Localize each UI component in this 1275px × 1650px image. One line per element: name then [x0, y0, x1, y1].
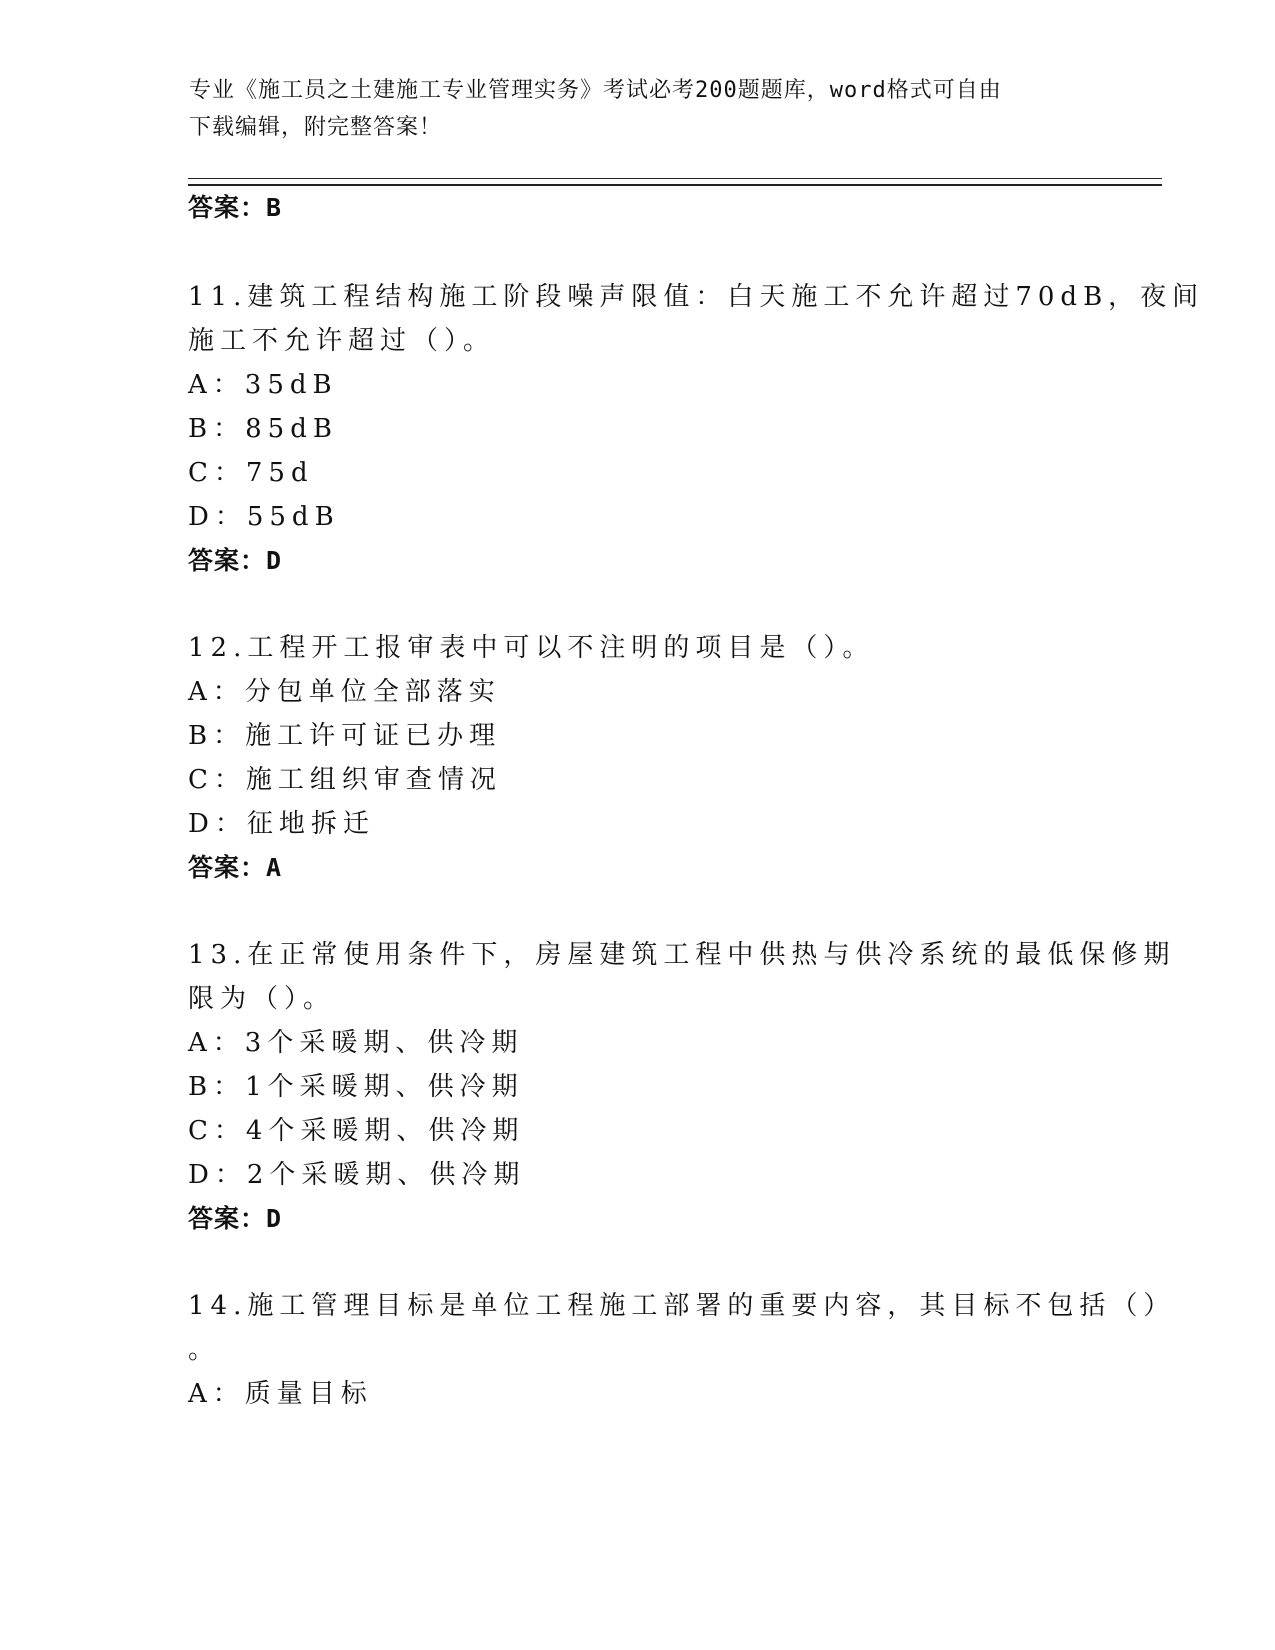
question-12-option-b: B：施工许可证已办理 [188, 721, 502, 751]
question-12-option-d: D：征地拆迁 [188, 809, 375, 839]
question-13-option-b: B：1个采暖期、供冷期 [188, 1072, 524, 1102]
question-12-option-a: A：分包单位全部落实 [188, 677, 501, 707]
header-title-line-2: 下载编辑，附完整答案！ [189, 115, 443, 140]
question-11-text-line-2: 施工不允许超过（）。 [188, 326, 496, 356]
question-11-option-a: A：35dB [188, 370, 338, 400]
answer-q11: 答案：D [188, 546, 283, 575]
answer-q12: 答案：A [188, 853, 283, 882]
question-13-text-line-1: 13.在正常使用条件下，房屋建筑工程中供热与供冷系统的最低保修期 [188, 940, 1176, 970]
question-12-text-line-1: 12.工程开工报审表中可以不注明的项目是（）。 [188, 633, 875, 663]
answer-q10: 答案：B [188, 193, 283, 222]
header-title-line-1: 专业《施工员之土建施工专业管理实务》考试必考200题题库，word格式可自由 [189, 78, 1002, 103]
question-11-option-d: D：55dB [188, 502, 340, 532]
question-11-option-b: B：85dB [188, 414, 338, 444]
question-13-option-d: D：2个采暖期、供冷期 [188, 1160, 526, 1190]
question-11-text-line-1: 11.建筑工程结构施工阶段噪声限值：白天施工不允许超过70dB，夜间 [188, 282, 1205, 312]
question-13-text-line-2: 限为（）。 [188, 984, 336, 1014]
question-13-option-c: C：4个采暖期、供冷期 [188, 1116, 525, 1146]
question-14-text-line-1: 14.施工管理目标是单位工程施工部署的重要内容，其目标不包括（） [188, 1291, 1176, 1321]
question-14-text-line-2: 。 [188, 1335, 221, 1365]
page-header [189, 72, 1089, 146]
question-11-option-c: C：75d [188, 458, 314, 488]
question-14-option-a: A：质量目标 [188, 1379, 373, 1409]
question-12-option-c: C：施工组织审查情况 [188, 765, 502, 795]
answer-q13: 答案：D [188, 1204, 283, 1233]
question-13-option-a: A：3个采暖期、供冷期 [188, 1028, 524, 1058]
header-divider [188, 178, 1162, 186]
